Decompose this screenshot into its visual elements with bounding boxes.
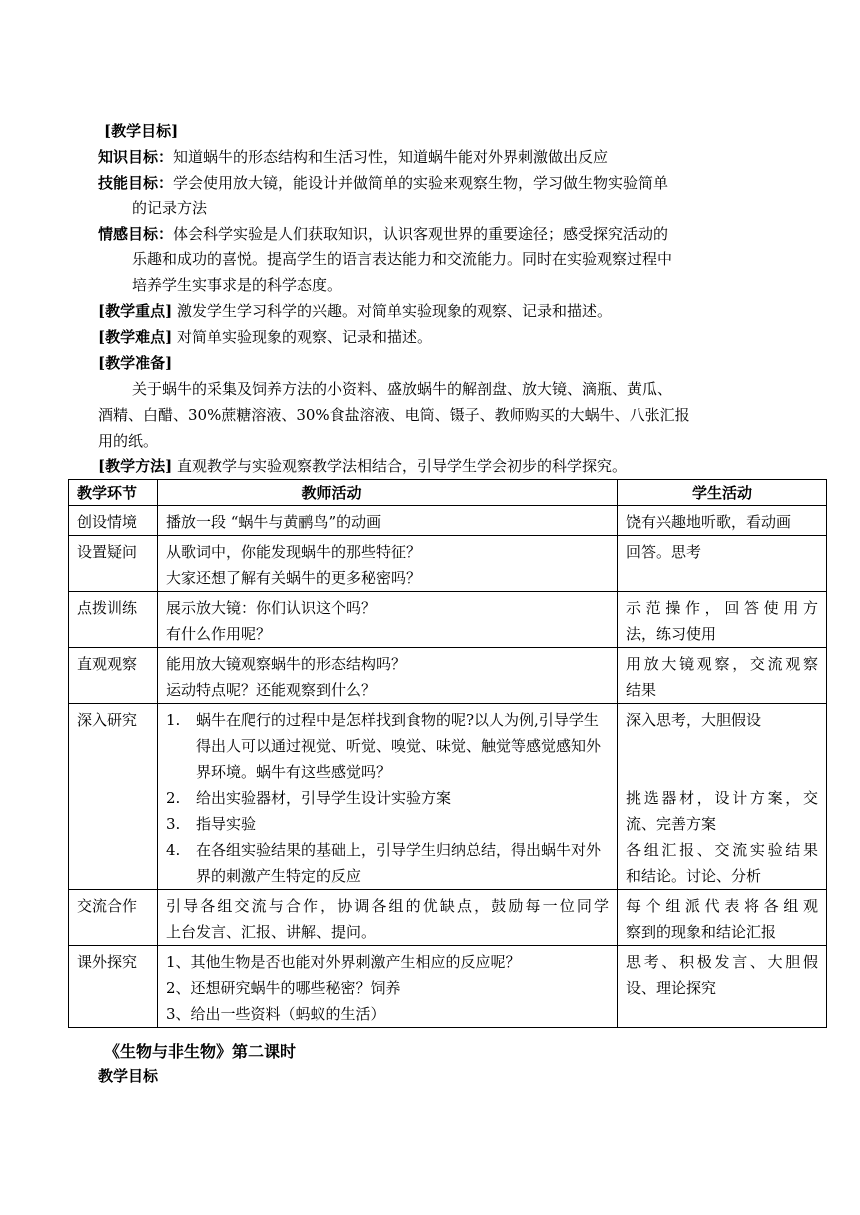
student-cell xyxy=(618,704,827,890)
table-row xyxy=(69,704,827,890)
table-row xyxy=(69,506,827,536)
lesson2-subheading: 教学目标 xyxy=(98,1067,159,1085)
teacher-line: 3、给出一些资料（蚂蚁的生活） xyxy=(166,1005,386,1023)
table-row xyxy=(69,592,827,648)
list-item xyxy=(166,785,609,811)
difficulty-label: [教学难点] xyxy=(98,328,173,346)
student-cell xyxy=(618,890,827,946)
teacher-line: 2、还想研究蜗牛的哪些秘密？饲养 xyxy=(166,979,401,997)
table-row xyxy=(69,648,827,704)
teacher-line: 运动特点呢？还能观察到什么？ xyxy=(166,681,377,699)
teacher-line: 大家还想了解有关蜗牛的更多秘密吗？ xyxy=(166,569,422,587)
emotion-text-1: 体会科学实验是人们获取知识，认识客观世界的重要途径；感受探究活动的 xyxy=(173,225,669,243)
teacher-cell xyxy=(158,946,618,1028)
preparation-text-1: 关于蜗牛的采集及饲养方法的小资料、盛放蜗牛的解剖盘、放大镜、滴瓶、黄瓜、 xyxy=(132,380,673,398)
teacher-cell xyxy=(158,536,618,592)
teacher-line: 播放一段 “蜗牛与黄鹂鸟”的动画 xyxy=(166,513,382,531)
table-row xyxy=(69,946,827,1028)
table-row xyxy=(69,536,827,592)
teacher-cell xyxy=(158,890,618,946)
list-text: 在各组实验结果的基础上，引导学生归纳总结，得出蜗牛对外界的刺激产生特定的反应 xyxy=(196,841,602,885)
student-line: 用放大镜观察，交流观察 xyxy=(626,655,818,673)
table-header-row xyxy=(69,480,827,506)
teacher-line: 展示放大镜：你们认识这个吗？ xyxy=(166,599,377,617)
emotion-text-3: 培养学生实事求是的科学态度。 xyxy=(132,276,343,294)
stage-cell: 直观观察 xyxy=(69,648,158,704)
student-line: 示范操作，回答使用方 xyxy=(626,599,818,617)
knowledge-text: 知道蜗牛的形态结构和生活习性，知道蜗牛能对外界刺激做出反应 xyxy=(173,148,609,166)
emotion-objective xyxy=(98,224,668,244)
list-number: 1. xyxy=(166,711,181,729)
student-cell xyxy=(618,648,827,704)
header-student: 学生活动 xyxy=(618,480,827,506)
key-point xyxy=(98,301,612,321)
method-label: [教学方法] xyxy=(98,457,173,475)
stage-cell: 交流合作 xyxy=(69,890,158,946)
stage-cell: 点拨训练 xyxy=(69,592,158,648)
student-line: 饶有兴趣地听歌，看动画 xyxy=(626,513,792,531)
list-item xyxy=(166,811,609,837)
student-line: 回答。思考 xyxy=(626,543,702,561)
student-line: 挑选器材，设计方案，交 xyxy=(626,789,818,807)
list-text: 蜗牛在爬行的过程中是怎样找到食物的呢?以人为例,引导学生得出人可以通过视觉、听觉、嗅觉、味觉、触觉等感觉感知外界环境。蜗牛有这些感觉吗？ xyxy=(196,711,602,781)
emotion-label: 情感目标： xyxy=(98,225,174,243)
spacer xyxy=(626,733,818,785)
teacher-line: 1、其他生物是否也能对外界刺激产生相应的反应呢？ xyxy=(166,953,521,971)
emotion-text-2: 乐趣和成功的喜悦。提高学生的语言表达能力和交流能力。同时在实验观察过程中 xyxy=(132,250,673,268)
student-line: 流、完善方案 xyxy=(626,815,717,833)
teacher-cell xyxy=(158,506,618,536)
student-line: 每个组派代表将各组观 xyxy=(626,897,818,915)
list-number: 4. xyxy=(166,841,181,859)
header-stage: 教学环节 xyxy=(69,480,158,506)
stage-cell: 课外探究 xyxy=(69,946,158,1028)
table-row xyxy=(69,890,827,946)
student-line: 各组汇报、交流实验结果 xyxy=(626,841,818,859)
student-line: 和结论。讨论、分析 xyxy=(626,867,762,885)
teacher-line: 有什么作用呢？ xyxy=(166,625,272,643)
list-number: 2. xyxy=(166,789,181,807)
difficulty-text: 对简单实验现象的观察、记录和描述。 xyxy=(176,328,432,346)
preparation-label: [教学准备] xyxy=(98,354,173,372)
header-teacher: 教师活动 xyxy=(158,480,618,506)
skill-label: 技能目标： xyxy=(98,174,174,192)
skill-text-1: 学会使用放大镜，能设计并做简单的实验来观察生物，学习做生物实验简单 xyxy=(173,174,669,192)
list-number: 3. xyxy=(166,815,181,833)
student-line: 思考、积极发言、大胆假 xyxy=(626,953,818,971)
teacher-line: 能用放大镜观察蜗牛的形态结构吗？ xyxy=(166,655,407,673)
stage-cell: 创设情境 xyxy=(69,506,158,536)
key-point-label: [教学重点] xyxy=(98,302,173,320)
key-point-text: 激发学生学习科学的兴趣。对简单实验现象的观察、记录和描述。 xyxy=(176,302,612,320)
teacher-cell xyxy=(158,592,618,648)
list-text: 给出实验器材，引导学生设计实验方案 xyxy=(196,789,452,807)
knowledge-objective xyxy=(98,147,608,167)
teacher-cell xyxy=(158,704,618,890)
student-cell xyxy=(618,592,827,648)
student-cell xyxy=(618,536,827,592)
teacher-line: 引导各组交流与合作，协调各组的优缺点，鼓励每一位同学 xyxy=(166,897,609,915)
list-item xyxy=(166,837,609,889)
list-text: 指导实验 xyxy=(196,815,257,833)
stage-cell: 设置疑问 xyxy=(69,536,158,592)
teaching-method xyxy=(98,456,627,476)
difficulty xyxy=(98,327,432,347)
list-item xyxy=(166,707,609,785)
skill-text-2: 的记录方法 xyxy=(132,199,208,217)
student-line: 察到的现象和结论汇报 xyxy=(626,923,777,941)
preparation-text-3: 用的纸。 xyxy=(98,432,159,450)
knowledge-label: 知识目标： xyxy=(98,148,174,166)
student-cell xyxy=(618,506,827,536)
lesson2-title: 《生物与非生物》第二课时 xyxy=(104,1042,297,1061)
lesson-plan-table xyxy=(68,479,827,1028)
method-text: 直观教学与实验观察教学法相结合，引导学生学会初步的科学探究。 xyxy=(176,457,627,475)
teacher-line: 上台发言、汇报、讲解、提问。 xyxy=(166,923,377,941)
teacher-cell xyxy=(158,648,618,704)
student-line: 结果 xyxy=(626,681,657,699)
student-line: 设、理论探究 xyxy=(626,979,717,997)
objectives-heading: [教学目标] xyxy=(104,122,179,140)
skill-objective xyxy=(98,173,668,193)
student-line: 法，练习使用 xyxy=(626,625,717,643)
student-line: 深入思考，大胆假设 xyxy=(626,711,762,729)
teacher-line: 从歌词中，你能发现蜗牛的那些特征？ xyxy=(166,543,422,561)
preparation-text-2: 酒精、白醋、30%蔗糖溶液、30%食盐溶液、电筒、镊子、教师购买的大蜗牛、八张汇报 xyxy=(98,406,690,424)
stage-cell: 深入研究 xyxy=(69,704,158,890)
student-cell xyxy=(618,946,827,1028)
